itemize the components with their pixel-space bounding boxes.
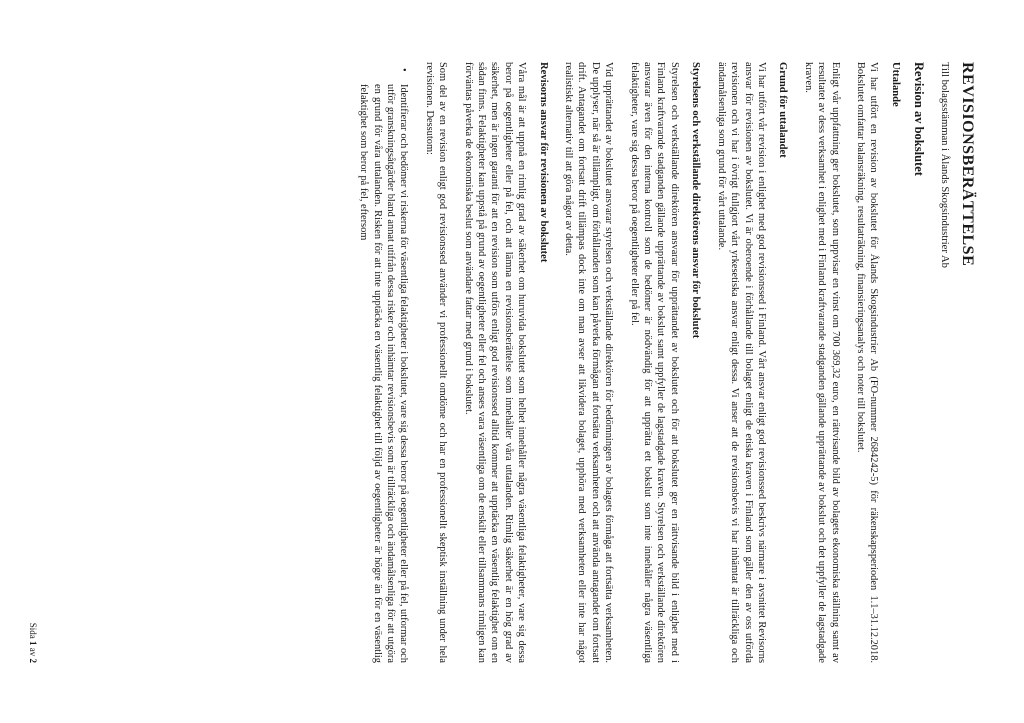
paragraph-styrelsen-2: Vid upprättandet av bokslutet ansvarar styrelsen och verkställande direktören för bedömningen av bolagets förmåga att fortsätta verksamheten. De upplyser, när så är tillämpligt, om förhållanden som kan påverka förmågan att fortsätta verksamheten och att använda antagandet om fortsatt drift. Antagandet om fortsatt drift tillämpas dock inte om man avser att likvidera bolaget, upphöra med verksamheten eller inte har något realistiskt alternativ till att göra något av detta.: [563, 62, 615, 663]
paragraph-grund-1: Vi har utfört vår revision i enlighet med god revisionssed i Finland. Vårt ansvar enligt god revisionssed beskrivs närmare i avsnittet Revisorns ansvar för revisionen av bokslutet. Vi är oberoende i förhållande till bolaget enligt de etiska kraven i Finland som gäller den av oss utförda revisionen och vi har i övrigt fullgjort vårt yrkesetiska ansvar enligt dessa. Vi anser att de revisionsbevis vi har inhämtat är tillräckliga och ändamålsenliga som grund för vårt uttalande.: [715, 62, 767, 663]
list-item-text: Identifierar och bedömer vi riskerna för väsentliga felaktigheter i bokslutet, vare sig dessa beror på oegentligheter eller på fel, utformar och utför granskningsåtgärder bland annat utifrån dessa risker och inhämtar revisionsbevis som är tillräckliga och ändamålsenliga för att utgöra en grund för våra uttalanden. Risken för att inte upptäcka en väsentlig felaktighet till följd av oegentligheter är högre än för en väsentlig felaktighet som beror på fel, eftersom: [358, 84, 410, 663]
paragraph-uttalande-1: Vi har utfört en revision av bokslutet för Ålands Skogsindustrier Ab (FO-nummer 2684242-5) för räkenskapsperioden 1.1–31.12.2018. Bokslutet omfattar balansräkning, resultaträkning, finansieringsanalys och noter till bokslutet.: [854, 62, 880, 663]
paragraph-uttalande-2: Enligt vår uppfattning ger bokslutet, som uppvisar en vinst om 700 369,32 euro, en rättvisande bild av bolagets ekonomiska ställning samt av resultatet av dess verksamhet i enlighet med i Finland kraftvarande stadganden gällande upprättande av bokslut och det uppfyller de lagstadgade kraven.: [802, 62, 841, 663]
paragraph-styrelsen-1: Styrelsen och verkställande direktören ansvarar för upprättandet av bokslutet och för att bokslutet ger en rättvisande bild i enlighet med i Finland kraftvarande stadganden gällande upprättande av bokslut samt uppfyller de lagstadgade kraven. Styrelsen och verkställande direktören ansvarar även för den interna kontroll som de bedömer är nödvändig för att upprätta ett bokslut som inte innehåller några väsentliga felaktigheter, vare sig dessa beror på oegentligheter eller på fel.: [628, 62, 680, 663]
section-heading-revision: Revision av bokslutet: [912, 62, 927, 176]
heading-styrelsen: Styrelsens och verkställande direktörens ansvar för bokslutet: [690, 62, 702, 339]
bullet-icon: •: [398, 68, 410, 72]
list-item: [357, 62, 411, 663]
page-current: 1: [28, 641, 39, 646]
paragraph-revisorn-2: Som del av en revision enligt god revisionssed använder vi professionellt omdöme och har en professionellt skeptisk inställning under hela revisionen. Dessutom:: [423, 62, 449, 663]
page-total: 2: [28, 658, 39, 663]
recipient-line: Till bolagsstämman i Ålands Skogsindustrier Ab: [938, 62, 950, 268]
document-title: REVISIONSBERÄTTELSE: [959, 62, 976, 267]
bullet-list: [357, 62, 411, 663]
paragraph-revisorn-1: Våra mål är att uppnå en rimlig grad av säkerhet om huruvida bokslutet som helhet innehåller några väsentliga felaktigheter, vare sig dessa beror på oegentligheter eller på fel, och att lämna en revisionsberättelse som innehåller våra uttalanden. Rimlig säkerhet är en hög grad av säkerhet, men är ingen garanti för att en revision som utförs enligt god revisionssed alltid kommer att upptäcka en väsentlig felaktighet om en sådan finns. Felaktigheter kan uppstå på grund av oegentligheter eller fel och anses vara väsentliga om de enskilt eller tillsammans rimligen kan förväntas påverka de ekonomiska beslut som användare fattar med grund i bokslutet.: [462, 62, 528, 663]
heading-grund: Grund för uttalandet: [777, 62, 789, 158]
heading-revisorn: Revisorns ansvar för revisionen av bokslutet: [537, 62, 549, 263]
page-number: [26, 623, 39, 663]
heading-uttalande: Uttalande: [889, 62, 901, 107]
page-label: Sida: [28, 622, 39, 641]
page-of: av: [28, 645, 39, 659]
